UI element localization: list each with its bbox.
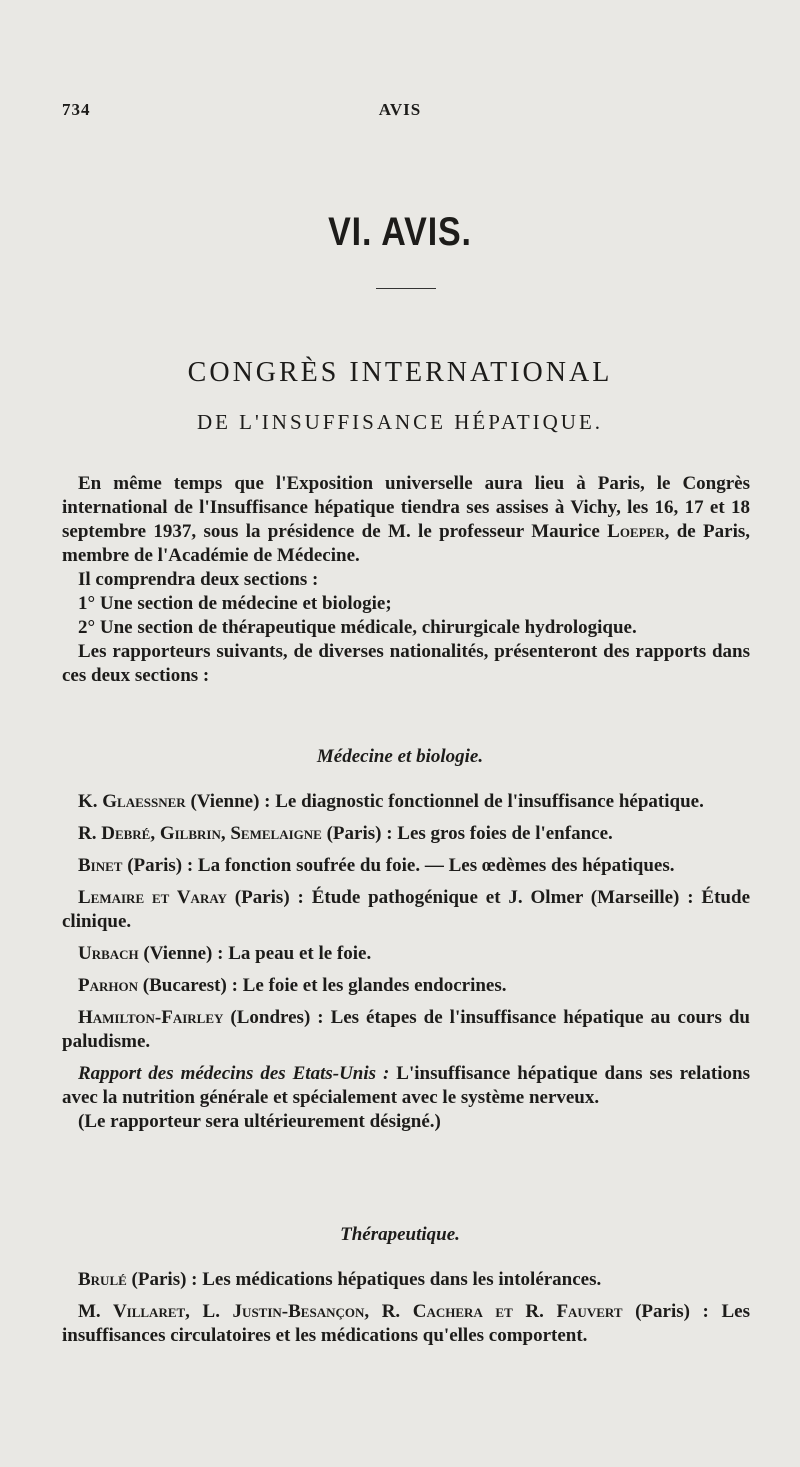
author-names: Urbach	[78, 943, 139, 964]
report-entry	[62, 1062, 750, 1110]
congress-heading-line1: CONGRÈS INTERNATIONAL	[187, 357, 613, 388]
intro-paragraphs	[62, 472, 750, 688]
section-title: VI. AVIS.	[328, 210, 472, 254]
divider-rule	[376, 288, 436, 289]
intro-text: En même temps que l'Exposition universelle aura lieu à Paris, le Congrès international de l'Insuffisance hépatique tiendra ses assises à Vichy, les 16, 17 et 18 septembre 1937, sous la présidence de M. le professeur Maurice	[62, 473, 750, 542]
intro-text: , de Paris, membre de l'Académie de Médecine.	[62, 521, 750, 566]
president-name: Loeper	[607, 521, 665, 542]
report-source: Rapport des médecins des Etats-Unis :	[78, 1063, 390, 1084]
section1-entries	[62, 790, 750, 1142]
report-entry	[62, 886, 750, 934]
report-entry	[62, 942, 750, 966]
section2-entries	[62, 1268, 750, 1356]
running-title: AVIS	[378, 100, 422, 119]
report-text: (Paris) : Étude pathogénique et J. Olmer (Marseille) : Étude clinique.	[62, 887, 750, 932]
report-text: L'insuffisance hépatique dans ses relations avec la nutrition générale et spécialement avec le système nerveux.	[62, 1063, 750, 1108]
page-number: 734	[62, 100, 91, 119]
section-heading-therapeutique: Thérapeutique.	[340, 1224, 460, 1245]
intro-paragraph: Il comprendra deux sections :	[78, 569, 319, 590]
report-entry	[62, 790, 750, 814]
author-names: Lemaire et Varay	[78, 887, 227, 908]
report-text: (Bucarest) : Le foie et les glandes endocrines.	[138, 975, 507, 996]
report-entry	[62, 822, 750, 846]
report-text: (Paris) : Les gros foies de l'enfance.	[321, 823, 613, 844]
author-names: Hamilton-Fairley	[78, 1007, 224, 1028]
report-entry	[62, 854, 750, 878]
section-heading-medecine: Médecine et biologie.	[316, 746, 484, 767]
report-text: (Vienne) : La peau et le foie.	[138, 943, 372, 964]
report-entry	[62, 1268, 750, 1292]
congress-heading-line2: DE L'INSUFFISANCE HÉPATIQUE.	[196, 410, 604, 434]
report-text: (Londres) : Les étapes de l'insuffisance hépatique au cours du paludisme.	[62, 1007, 750, 1052]
author-names: Binet	[78, 855, 123, 876]
report-text: (Paris) : Les insuffisances circulatoires et les médications qu'elles comportent.	[62, 1301, 750, 1346]
author-names: R. Debré, Gilbrin, Semelaigne	[78, 823, 322, 844]
author-names: Parhon	[78, 975, 138, 996]
report-entry	[62, 974, 750, 998]
report-entry	[62, 1300, 750, 1348]
report-note: (Le rapporteur sera ultérieurement désigné.)	[78, 1111, 441, 1132]
intro-paragraph: Les rapporteurs suivants, de diverses nationalités, présenteront des rapports dans ces deux sections :	[62, 641, 750, 686]
report-entry	[62, 1006, 750, 1054]
author-names: M. Villaret, L. Justin-Besançon, R. Cachera et R. Fauvert	[78, 1301, 623, 1322]
intro-paragraph	[62, 472, 750, 568]
list-item: 2° Une section de thérapeutique médicale, chirurgicale hydrologique.	[78, 617, 637, 638]
report-text: (Paris) : Les médications hépatiques dans les intolérances.	[126, 1269, 602, 1290]
report-text: (Vienne) : Le diagnostic fonctionnel de l'insuffisance hépatique.	[185, 791, 704, 812]
author-names: Brulé	[78, 1269, 127, 1290]
report-text: (Paris) : La fonction soufrée du foie. — Les œdèmes des hépatiques.	[122, 855, 675, 876]
list-item: 1° Une section de médecine et biologie;	[78, 593, 392, 614]
author-names: K. Glaessner	[78, 791, 186, 812]
